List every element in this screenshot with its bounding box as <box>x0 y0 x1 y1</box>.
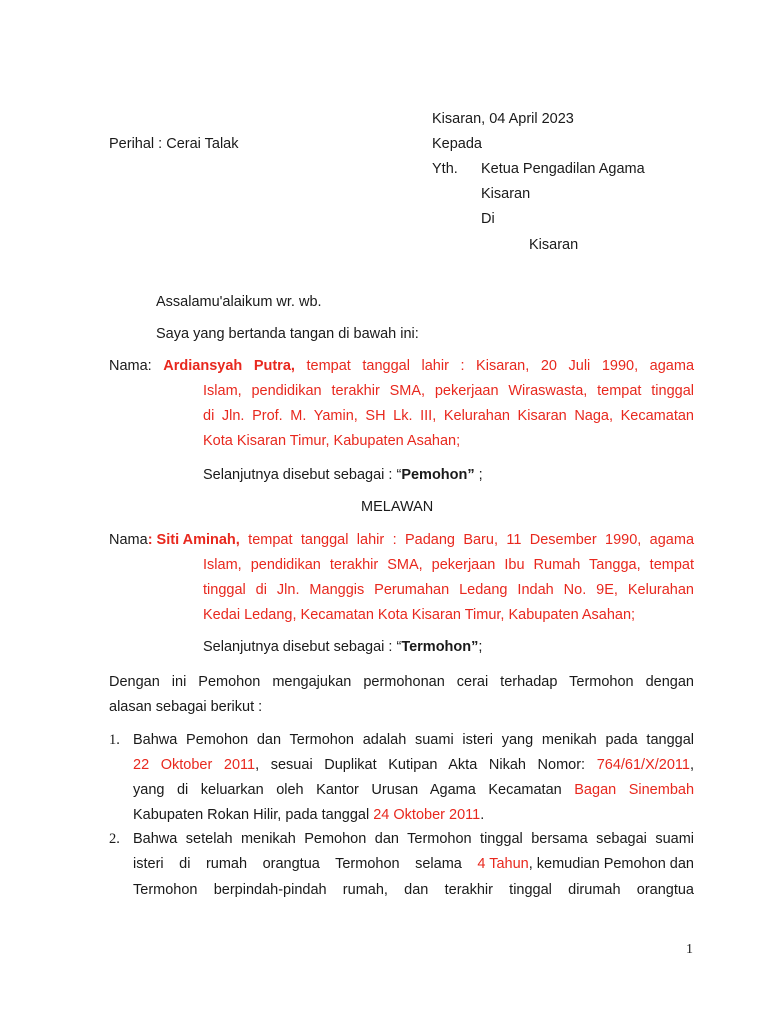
item-2-line3: Termohon berpindah-pindah rumah, dan terakhir tinggal dirumah orangtua <box>133 882 694 898</box>
pemohon-line4: Kota Kisaran Timur, Kabupaten Asahan; <box>203 433 461 449</box>
recipient-line2: Kisaran <box>481 186 531 202</box>
perihal: Perihal : Cerai Talak <box>109 136 239 152</box>
pemohon-line1-b: 20 Juli 1990, agama <box>540 358 695 374</box>
item-1-line2-mid: , sesuai Duplikat Kutipan Akta Nikah Nomor: <box>255 757 586 773</box>
pemohon-reference <box>203 467 483 483</box>
termohon-label: Nama <box>109 532 148 548</box>
item-1-kua-place: Bagan Sinembah <box>574 782 695 798</box>
page-number: 1 <box>686 942 693 957</box>
item-2-duration: 4 Tahun <box>477 856 529 872</box>
pemohon-ref-prefix: Selanjutnya disebut sebagai : “ <box>203 467 402 483</box>
pemohon-line2: Islam, pendidikan terakhir SMA, pekerjaan Wiraswasta, tempat tinggal <box>203 383 694 399</box>
location: Kisaran <box>529 237 579 253</box>
pemohon-ref-term: Pemohon” <box>401 467 475 483</box>
item-1-marriage-date: 22 Oktober 2011 <box>133 757 256 773</box>
pemohon-name: Ardiansyah Putra, <box>163 358 295 374</box>
termohon-line1 <box>109 532 694 548</box>
kepada: Kepada <box>432 136 482 152</box>
melawan-heading: MELAWAN <box>361 499 434 515</box>
item-2-line2-b: , kemudian Pemohon dan <box>528 856 694 872</box>
place-date: Kisaran, 04 April 2023 <box>432 111 574 127</box>
body-line1: Dengan ini Pemohon mengajukan permohonan cerai terhadap Termohon dengan <box>109 674 694 690</box>
item-1-certificate-date: 24 Oktober 2011 <box>373 807 481 823</box>
pemohon-line1-a: tempat tanggal lahir : Kisaran, <box>306 358 530 374</box>
item-2-number: 2. <box>109 831 120 847</box>
termohon-line1-text: tempat tanggal lahir : Padang Baru, 11 Desember 1990, agama <box>248 532 695 548</box>
item-1-certificate-number: 764/61/X/2011 <box>596 757 690 773</box>
termohon-line2: Islam, pendidikan terakhir SMA, pekerjaan Ibu Rumah Tangga, tempat <box>203 557 694 573</box>
termohon-reference <box>203 639 482 655</box>
item-2-line1: Bahwa setelah menikah Pemohon dan Termohon tinggal bersama sebagai suami <box>133 831 694 847</box>
body-line2: alasan sebagai berikut : <box>109 699 263 715</box>
item-2-line2 <box>133 856 694 872</box>
yth: Yth. <box>432 161 458 177</box>
item-1-line1: Bahwa Pemohon dan Termohon adalah suami isteri yang menikah pada tanggal <box>133 732 694 748</box>
termohon-name: : Siti Aminah, <box>147 532 240 548</box>
item-2-line2-a: isteri di rumah orangtua Termohon selama <box>133 856 462 872</box>
intro: Saya yang bertanda tangan di bawah ini: <box>156 326 419 342</box>
termohon-ref-prefix: Selanjutnya disebut sebagai : “ <box>203 639 402 655</box>
item-1-line2 <box>133 757 694 773</box>
di: Di <box>481 211 495 227</box>
item-1-line4-a: Kabupaten Rokan Hilir, pada tanggal <box>133 807 374 823</box>
termohon-ref-suffix: ; <box>478 639 483 655</box>
pemohon-ref-suffix: ; <box>474 467 483 483</box>
item-1-line3 <box>133 782 694 798</box>
item-1-number: 1. <box>109 732 120 748</box>
item-1-line2-end: , <box>689 757 694 773</box>
termohon-ref-term: Termohon” <box>401 639 479 655</box>
item-1-line4 <box>133 807 484 823</box>
item-1-line4-end: . <box>480 807 485 823</box>
pemohon-line3: di Jln. Prof. M. Yamin, SH Lk. III, Kelurahan Kisaran Naga, Kecamatan <box>203 408 694 424</box>
recipient-line1: Ketua Pengadilan Agama <box>481 161 645 177</box>
pemohon-line1 <box>109 358 694 374</box>
item-1-line3-a: yang di keluarkan oleh Kantor Urusan Agama Kecamatan <box>133 782 562 798</box>
termohon-line3: tinggal di Jln. Manggis Perumahan Ledang Indah No. 9E, Kelurahan <box>203 582 694 598</box>
greeting: Assalamu'alaikum wr. wb. <box>156 294 322 310</box>
termohon-line4: Kedai Ledang, Kecamatan Kota Kisaran Timur, Kabupaten Asahan; <box>203 607 636 623</box>
pemohon-label: Nama: <box>109 358 152 374</box>
